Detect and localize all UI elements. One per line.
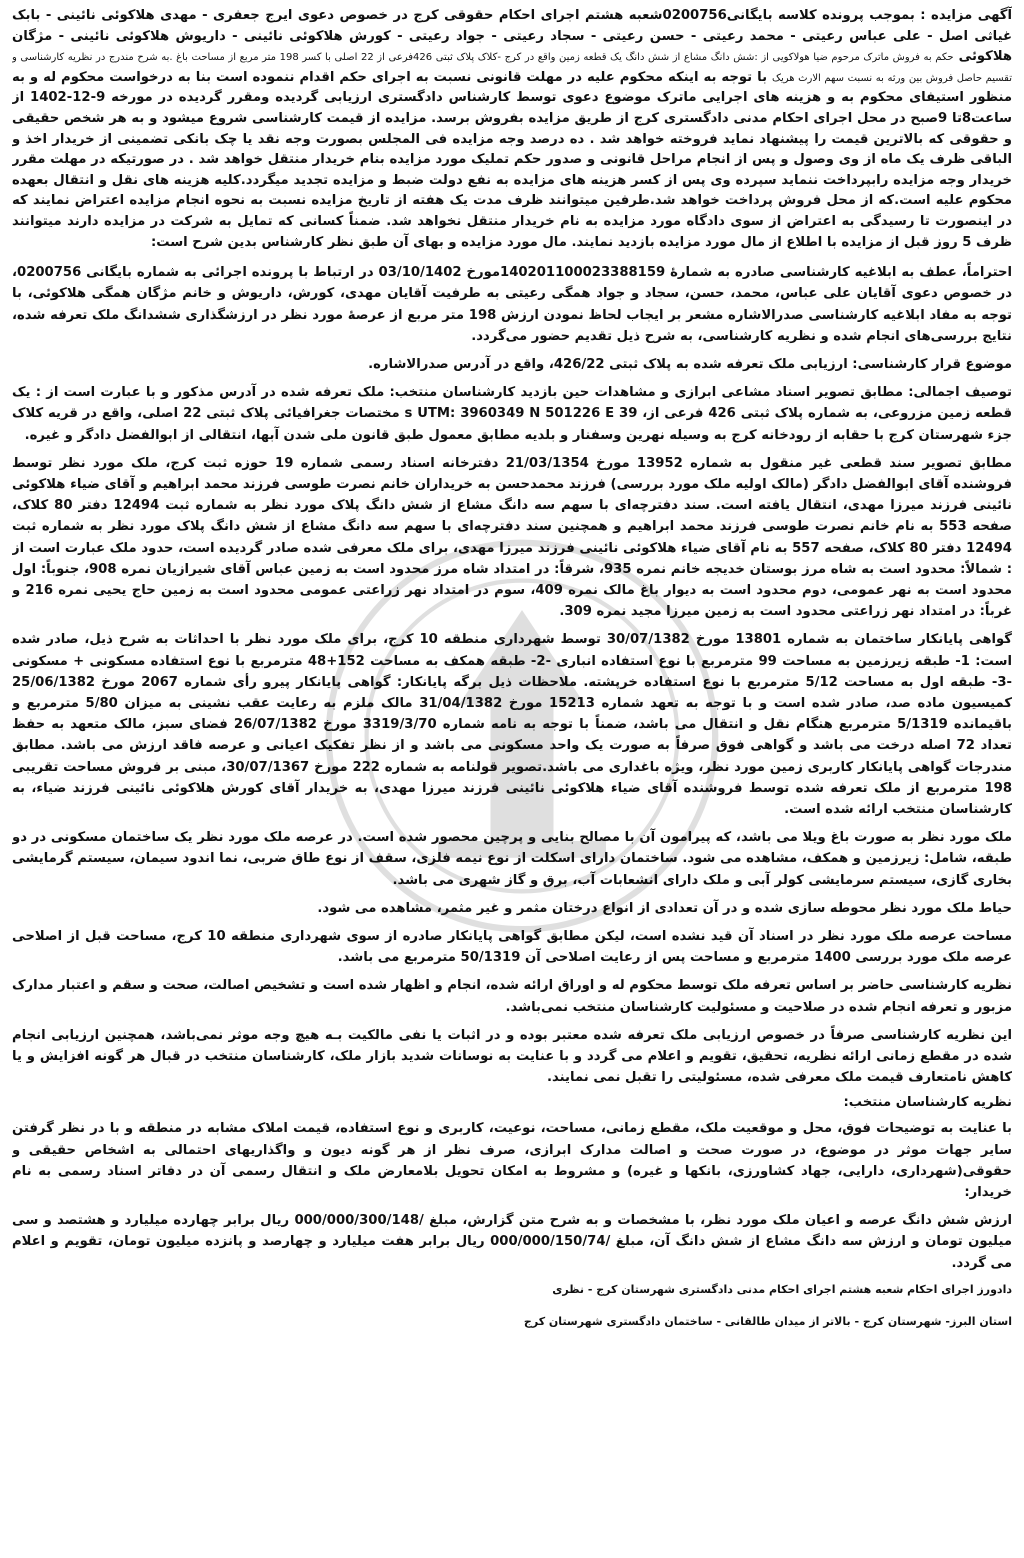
paragraph-garden-villa: ملک مورد نظر به صورت باغ ویلا می باشد، که پیرامون آن با مصالح بنایی و پرچین محصور شده است. در عرصه ملک مورد نظر یک ساختمان مسکونی در دو طبقه، شامل: زیرزمین و همکف، مشاهده می شود. ساختمان دارای اسکلت از نوع نیمه فلزی، سقف از نوع طاق ضربی، نما اندود سیمان، سیستم گرمایشی بخاری گازی، سیستم سرمایشی کولر آبی و ملک دارای انشعابات آب، برق و گاز شهری می باشد. <box>12 830 1012 888</box>
paragraph-validity: این نظریه کارشناسی صرفاً در خصوص ارزیابی ملک تعرفه شده معتبر بوده و در اثبات یا نفی مالکیت بـه هیچ وجه موثر نمی‌باشد، همچنین ارزیابی انجام شده در مقطع زمانی ارائه نظریه، تحقیق، تقویم و اعلام می گردد و با عنایت به نوسانات شدید بازار ملک، کارشناسان منتخب در قبال هر گونه افزایش و یا کاهش نامتعارف قیمت ملک معرفی شده، مسئولیتی را تقبل نمی نمایند. <box>12 1027 1012 1086</box>
paragraph-description: توصیف اجمالی: مطابق تصویر اسناد مشاعی ابرازی و مشاهدات حین بازدید کارشناسان منتخب: ملک تعرفه شده در آدرس مذکور و با عبارت است از : یک قطعه زمین مزروعی، به شماره پلاک ثبتی 426 فرعی از، 39 s UTM: 3960349 N 501226 E مختصات جغرافیائی پلاک ثبتی 22 اصلی، واقع در قریه کلاک جزء شهرستان کرج با حقابه از رودخانه کرج به وسیله نهرین وسفنار و بلدیه مطابق معمول طبق قانون ملی شدن آبها، انتقالی از ابوالفضل دادگر و غیره. <box>12 385 1012 443</box>
footer-address: استان البرز- شهرستان کرج - بالاتر از میدان طالقانی - ساختمان دادگستری شهرستان کرج <box>523 1314 1012 1328</box>
paragraph-area: مساحت عرصه ملک مورد نظر در اسناد آن قید نشده است، لیکن مطابق گواهی پایانکار صادره از سوی شهرداری منطقه 10 کرج، مساحت قبل از اصلاحی عرصه ملک مورد بررسی 1400 مترمربع و مساحت پس از رعایت اصلاحی آن 50/1319 مترمربع می باشد. <box>12 929 1012 966</box>
paragraph-respect: احتراماً، عطف به ابلاغیه کارشناسی صادره به شمارهٔ 140201100023388159مورخ 03/10/1402 در ارتباط با پرونده اجرائی به شماره بایگانی 0200756، در خصوص دعوی آقایان علی عباس، محمد، حسن، سجاد و جواد همگی رعیتی به طرفیت آقایان مهدی، کورش، داریوش و خانم مژگان همگی هلاکوئی، با توجه به مفاد ابلاغیه کارشناسی صدرالاشاره مشعر بر ایجاب لحاظ نمودن ارزش 198 متر مربع از عرصهٔ مورد نظر در ارزشگذاری ششدانگ ملک تعرفه شده، نتایج بررسی‌های انجام شده و نظریه کارشناسی، به شرح ذیل تقدیم حضور می‌گردد. <box>12 265 1012 344</box>
signature-line: دادورز اجرای احکام شعبه هشتم اجرای احکام مدنی دادگستری شهرستان کرج - نظری <box>552 1282 1012 1296</box>
paragraph-opinion: نظریه کارشناسی حاضر بر اساس تعرفه ملک توسط محکوم له و اوراق ارائه شده، انجام و اظهار شده است و تشخیص اصالت، صحت و سقم و اعتبار مدارک مزبور و تعرفه انجام شده در صلاحیت و مسئولیت کارشناسان منتخب نمی‌باشد. <box>12 978 1012 1015</box>
paragraph-considerations: با عنایت به توضیحات فوق، محل و موقعیت ملک، مقطع زمانی، مساحت، نوعیت، کاربری و نوع استفاده، قیمت املاک مشابه در منطقه و با در نظر گرفتن سایر جهات موثر در موضوع، در صورت صحت و اصالت مدارک ابرازی، صرف نظر از هر گونه دیون و واگذاریهای احتمالی به اشخاص حقیقی و حقوقی(شهرداری، دارایی، جهاد کشاورزی، بانکها و غیره) و مشروط به امکان تحویل بلامعارض ملک و انتقال رسمی آن در دفاتر اسناد رسمی به نام خریدار: <box>12 1121 1012 1201</box>
paragraph-certificate: گواهی پایانکار ساختمان به شماره 13801 مورخ 30/07/1382 توسط شهرداری منطقه 10 کرج، برای ملک مورد نظر با احداثات به شرح ذیل، صادر شده است: 1- طبقه زیرزمین به مساحت 99 مترمربع با نوع استفاده انباری -2- طبقه همکف به مساحت 152+48 مترمربع با نوع استفاده مسکونی + مسکونی -3- طبقه اول به مساحت 5/12 مترمربع با نوع استفاده خرپشته. ملاحظات ذیل برگه پایانکار: گواهی پایانکار پیرو رأی شماره 2067 مورخ 25/06/1382 کمیسیون ماده صد، صادر شده است و با توجه به تعهد شماره 15213 مورخ 31/04/1382 مالک ملزم به رعایت عقب نشینی به میزان 5/80 مترمربع و باقیمانده 5/1319 مترمربع هنگام نقل و انتقال می باشد، ضمناً با توجه به نامه شماره 3319/3/70 مورخ 26/07/1382 فضای سبز، مالک متعهد به حفظ تعداد 72 اصله درخت می باشد و گواهی فوق صرفاً به صورت یک واحد مسکونی می باشد و از نظر تفکیک اعیانی و عرصه فاقد ارزش می باشد. مطابق مندرجات گواهی پایانکار کاربری زمین مورد نظر، ویژه باغداری می باشد.تصویر قولنامه به شماره 222 مورخ 30/07/1367، مبنی بر فروش مساحت تقریبی 198 مترمربع از ملک تعرفه شده توسط فروشنده آقای ضیاء هلاکوئی نائینی فرزند میرزا مهدی، به خریدار آقای کورش هلاکوئی نائینی فرزند ضیاء، به کارشناسان منتخب ارائه شده است. <box>12 632 1012 817</box>
paragraph-yard: حیاط ملک مورد نظر محوطه سازی شده و در آن تعدادی از انواع درختان مثمر و غیر مثمر، مشاهده می شود. <box>317 900 1012 916</box>
experts-heading: نظریه کارشناسان منتخب: <box>843 1095 1012 1111</box>
auction-notice-document <box>12 6 1012 1552</box>
intro-text-1: آگهی مزایده : بموجب پرونده کلاسه بایگانی0200756شعبه هشتم اجرای احکام حقوقی کرج در خصوص دعوی ایرج جعفری - مهدی هلاکوئی نائینی - بابک غیاثی اصل - علی عباس رعیتی - محمد رعیتی - حسن رعیتی - سجاد رعیتی - جواد رعیتی - کورش هلاکوئی نائینی - داریوش هلاکوئی نائینی - مژگان هلاکوئی <box>12 8 1012 65</box>
paragraph-valuation: ارزش شش دانگ عرصه و اعیان ملک مورد نظر، با مشخصات و به شرح متن گزارش، مبلغ /000/000/300/148 ریال برابر چهارده میلیارد و هشتصد و سی میلیون تومان و ارزش سه دانگ مشاع از شش دانگ آن، مبلغ /000/000/150/74 ریال برابر هفت میلیارد و چهارصد و پانزده میلیون تومان، تقویم و اعلام می گردد. <box>12 1213 1012 1271</box>
paragraph-deed: مطابق تصویر سند قطعی غیر منقول به شماره 13952 مورخ 21/03/1354 دفترخانه اسناد رسمی شماره 19 حوزه ثبت کرج، ملک مورد نظر توسط فروشنده آقای ابوالفضل دادگر (مالک اولیه ملک مورد بررسی) فرزند محمدحسن به خریداران خانم نصرت طوسی فرزند محمد ابراهیم و آقای ضیاء هلاکوئی نائینی فرزند میرزا مهدی، انتقال یافته است. سند دفترچه‌ای با سهم سه دانگ مشاع از شش دانگ پلاک مورد نظر به شماره ثبت 12494 دفتر 80 کلاک، صفحه 553 به نام خانم نصرت طوسی فرزند محمد ابراهیم و همچنین سند دفترچه‌ای با سهم سه دانگ مشاع از شش دانگ پلاک مورد نظر به شماره ثبت 12494 دفتر 80 کلاک، صفحه 557 به نام آقای ضیاء هلاکوئی نائینی فرزند میرزا مهدی، برای ملک معرفی شده صادر گردیده است، حدود ملک عبارت است از : شمالاً: محدود است به شاه مرز بوستان خدیجه خانم نمره 935، شرقاً: در امتداد شاه مرز محدود است به زمین عباس آقای شیرازیان نمره 908، جنوباً: اول محدود است به نهر عمومی، دوم محدود است به دیوار باغ مالک نمره 409، سوم در امتداد نهر زراعتی عمومی محدود است به زمین حاج یحیی نمره 216 و غرباً: در امتداد نهر زراعتی محدود است به زمین میرزا مجید نمره 309. <box>12 455 1012 620</box>
paragraph-subject: موضوع قرار کارشناسی: ارزیابی ملک تعرفه شده به پلاک ثبتی 426/22، واقع در آدرس صدرالاشاره. <box>368 356 1012 372</box>
intro-text-small: حکم به فروش ماترک مرحوم ضیا هولاکویی از :شش دانگ مشاع از شش دانگ یک قطعه زمین واقع در کرج -کلاک پلاک ثبتی 426فرعی از 22 اصلی با کسر 198 متر مربع از مساحت باغ .به شرح مندرج در نظریه کارشناسی و تقسیم حاصل فروش بین ورثه به نسبت سهم الارث هریک <box>12 52 1012 84</box>
intro-text-2: با توجه به اینکه محکوم علیه در مهلت قانونی نسبت به اجرای حکم اقدام ننموده است بنا به درخواست محکوم له و به منظور استیفای محکوم به و هزینه های اجرایی ماترک موضوع دعوی توسط کارشناس دادگستری ارزیابی گردیده ومقرر گردیده در مورخه 9-12-1402 از ساعت8تا 9صبح در محل اجرای احکام مدنی دادگستری کرج از طریق مزایده بفروش برسد. مزایده از قیمت کارشناسی شروع میشود و به هر شخص حقیقی و حقوقی که بالاترین قیمت را پیشنهاد نماید فروخته خواهد شد . ده درصد وجه مزایده فی المجلس بصورت وجه نقد یا چک بانکی تضمینی از خریدار اخذ و الباقی ظرف یک ماه از وی وصول و پس از انجام مراحل قانونی و صدور حکم تملیک مورد مزایده بنام خریدار منتقل خواهد شد . در صورتیکه در مهلت مقرر خریدار وجه مزایده رابپرداخت ننماید سپرده وی پس از کسر هزینه های مزایده به نفع دولت ضبط و مزایده تجدید میگردد.کلیه هزینه های نقل و انتقال بعهده محکوم علیه است.که از محل فروش پرداخت خواهد شد.طرفین میتوانند ظرف مدت یک هفته از تاریخ مزایده نسبت به نحوه انجام مزایده اعتراض نمایند که در اینصورت تا رسیدگی به اعتراض از سوی دادگاه مورد مزایده به نام خریدار منتقل نخواهد شد. ضمناً کسانی که تمایل به شرکت در مزایده دارند میتوانند ظرف 5 روز قبل از مزایده با اطلاع از مال مورد مزایده بازدید نمایند. مال مورد مزایده و بهای آن طبق نظر کارشناس بدین شرح است: <box>12 69 1012 250</box>
intro-paragraph <box>12 6 1012 253</box>
